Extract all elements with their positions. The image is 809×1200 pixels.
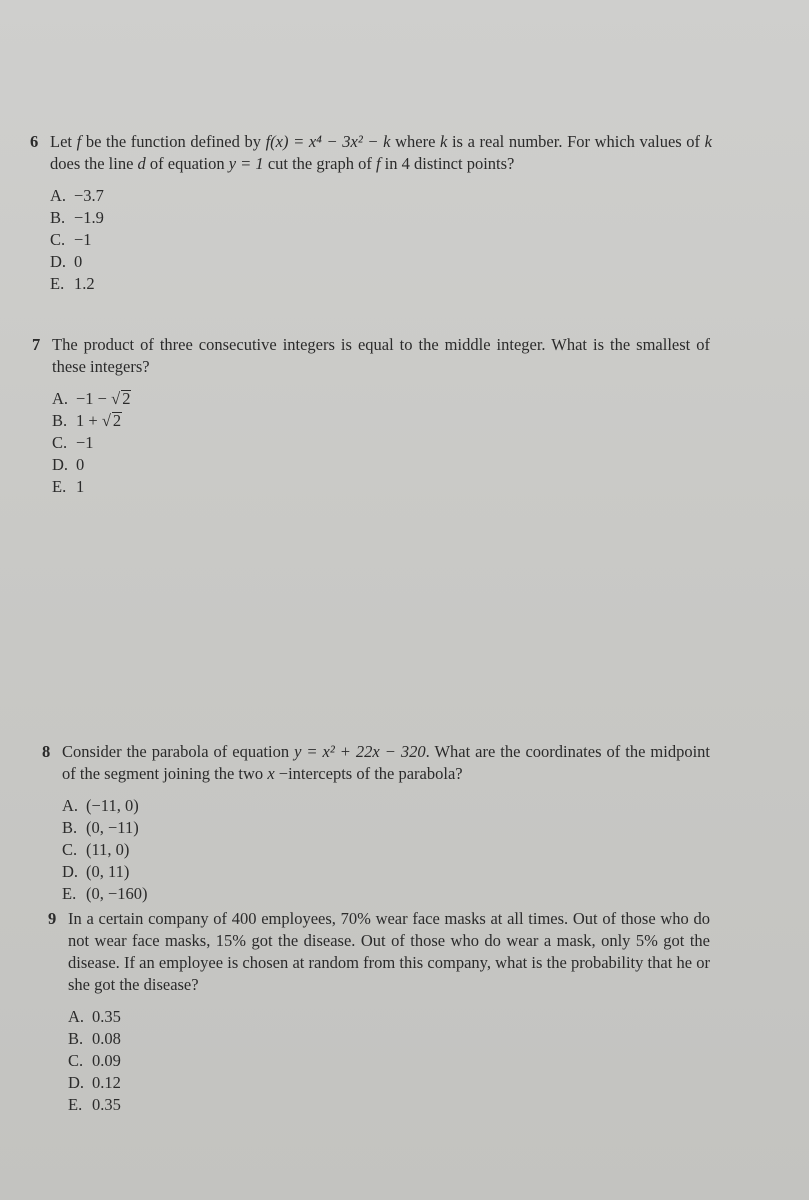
question-6 bbox=[30, 131, 712, 295]
option-a[interactable]: A. (−11, 0) bbox=[62, 796, 139, 815]
option-c[interactable]: C. 0.09 bbox=[68, 1051, 121, 1070]
question-8 bbox=[42, 741, 710, 905]
option-c[interactable]: C. −1 bbox=[50, 230, 92, 249]
question-number: 6 bbox=[30, 132, 39, 151]
option-d[interactable]: D. (0, 11) bbox=[62, 862, 130, 881]
option-c[interactable]: C. −1 bbox=[52, 433, 94, 452]
option-b[interactable]: B. 0.08 bbox=[68, 1029, 121, 1048]
question-6-text: 6 Let f be the function defined by f(x) = x⁴ − 3x² − k where k is a real number. For which values of k does the line d of equation y = 1 cut the graph of f in 4 distinct points? bbox=[30, 132, 712, 173]
option-d[interactable]: D. 0 bbox=[50, 252, 83, 271]
question-9-options bbox=[48, 1006, 710, 1116]
question-8-options bbox=[42, 795, 710, 905]
question-number: 8 bbox=[42, 742, 51, 761]
option-d[interactable]: D. 0.12 bbox=[68, 1073, 121, 1092]
option-c[interactable]: C. (11, 0) bbox=[62, 840, 130, 859]
option-e[interactable]: E. 1 bbox=[52, 477, 85, 496]
question-6-options bbox=[30, 185, 712, 295]
option-b[interactable]: B. (0, −11) bbox=[62, 818, 139, 837]
question-number: 9 bbox=[48, 909, 57, 928]
option-b[interactable]: B. 1 + √ 2 bbox=[52, 411, 122, 430]
question-number: 7 bbox=[32, 335, 41, 354]
option-b[interactable]: B. −1.9 bbox=[50, 208, 104, 227]
sqrt-symbol: √ bbox=[101, 411, 111, 430]
option-e[interactable]: E. 0.35 bbox=[68, 1095, 121, 1114]
option-a[interactable]: A. 0.35 bbox=[68, 1007, 121, 1026]
option-d[interactable]: D. 0 bbox=[52, 455, 85, 474]
sqrt-symbol: √ bbox=[111, 389, 121, 408]
question-7 bbox=[32, 334, 710, 498]
option-a[interactable]: A. −1 − √ 2 bbox=[52, 389, 131, 408]
option-e[interactable]: E. 1.2 bbox=[50, 274, 95, 293]
option-e[interactable]: E. (0, −160) bbox=[62, 884, 148, 903]
question-9-text: 9 In a certain company of 400 employees, 70% wear face masks at all times. Out of those who do not wear face masks, 15% got the disease. Out of those who do wear a mask, only 5% got the disease. If an employee is chosen at random from this company, what is the probability that he or she got the disease? bbox=[48, 909, 710, 994]
question-7-options bbox=[32, 388, 710, 498]
question-9 bbox=[48, 908, 710, 1116]
question-7-text: 7 The product of three consecutive integers is equal to the middle integer. What is the smallest of these integers? bbox=[32, 335, 710, 376]
question-8-text: 8 Consider the parabola of equation y = x² + 22x − 320. What are the coordinates of the midpoint of the segment joining the two x −intercepts of the parabola? bbox=[42, 742, 710, 783]
option-a[interactable]: A. −3.7 bbox=[50, 186, 104, 205]
